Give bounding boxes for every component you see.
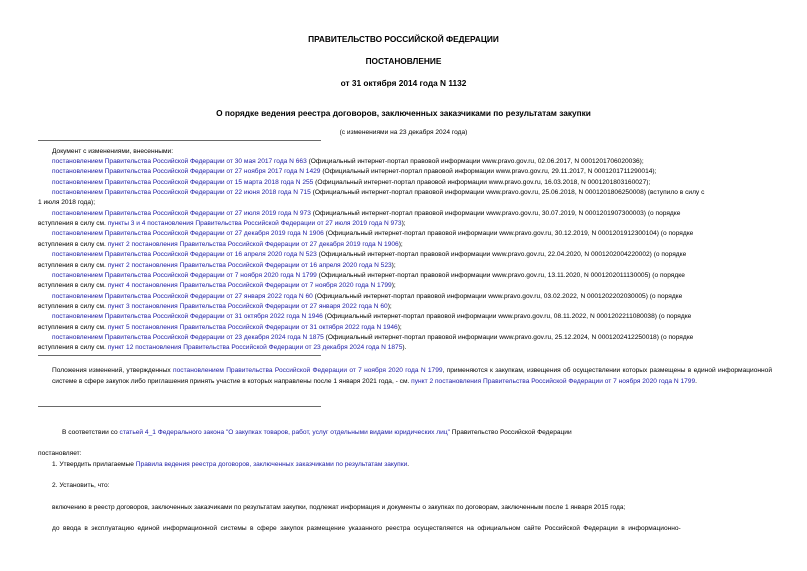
amendment-source: (Официальный интернет-портал правовой информации www.pravo.gov.ru, 13.11.2020, N 0001202011130005) (о порядке	[316, 271, 685, 279]
amendment-source: (Официальный интернет-портал правовой информации www.pravo.gov.ru, 03.02.2022, N 0001202202030005) (о порядке	[312, 292, 683, 300]
amendment-source: (Официальный интернет-портал правовой информации www.pravo.gov.ru, 16.03.2018, N 0001201803160027);	[313, 178, 651, 186]
amendment-item-continuation	[38, 343, 406, 354]
document-title: О порядке ведения реестра договоров, заключенных заказчиками по результатам закупки	[216, 108, 591, 118]
divider-bottom	[38, 406, 321, 407]
amendment-item	[52, 250, 686, 261]
continuation-end: );	[398, 240, 403, 248]
amendment-source: (Официальный интернет-портал правовой информации www.pravo.gov.ru, 25.12.2024, N 0001202412250018) (о порядке	[323, 333, 694, 341]
continuation-end: );	[391, 261, 396, 269]
continuation-text: вступления в силу см.	[38, 344, 108, 352]
item-2-clause-1: включению в реестр договоров, заключенных заказчиками по результатам закупки, подлежат информация и документы о закупках по договорам, заключенным после 1 января 2015 года;	[52, 504, 626, 511]
entry-into-force-link[interactable]: пункт 5 постановления Правительства Российской Федерации от 31 октября 2022 года N 1946	[107, 323, 398, 331]
amendment-item-continuation	[38, 198, 95, 209]
revision-note: (с изменениями на 23 декабря 2024 года)	[339, 129, 468, 136]
continuation-end: );	[387, 302, 392, 310]
amendment-link[interactable]: постановлением Правительства Российской Федерации от 27 ноября 2017 года N 1429	[52, 168, 321, 176]
continuation-text: вступления в силу см.	[38, 323, 108, 331]
continuation-end: ).	[402, 344, 407, 352]
amendment-item-continuation	[38, 261, 396, 272]
amendment-link[interactable]: постановлением Правительства Российской Федерации от 31 октября 2022 года N 1946	[52, 313, 323, 321]
entry-into-force-link[interactable]: пункт 2 постановления Правительства Российской Федерации от 27 декабря 2019 года N 1906	[107, 240, 399, 248]
continuation-text: вступления в силу см.	[38, 220, 108, 228]
amendment-item	[52, 292, 682, 303]
amendment-link[interactable]: постановлением Правительства Российской Федерации от 27 июля 2019 года N 973	[52, 209, 311, 217]
decree-word: постановляет:	[38, 450, 82, 457]
divider-middle	[38, 355, 321, 356]
amendment-source: (Официальный интернет-портал правовой информации www.pravo.gov.ru, 25.06.2018, N 0001201806250008) (вступило в силу с	[310, 189, 705, 197]
amendment-source: (Официальный интернет-портал правовой информации www.pravo.gov.ru, 02.06.2017, N 0001201706020036);	[306, 158, 644, 165]
note-link-decree-1799[interactable]: постановлением Правительства Российской Федерации от 7 ноября 2020 года N 1799	[173, 367, 443, 374]
amendment-item-continuation	[38, 302, 392, 313]
basis-text-post: Правительство Российской Федерации	[449, 429, 572, 436]
amendment-link[interactable]: постановлением Правительства Российской Федерации от 15 марта 2018 года N 255	[52, 178, 314, 186]
note-text-1: Положения изменений, утвержденных	[52, 367, 174, 374]
amendment-link[interactable]: постановлением Правительства Российской Федерации от 23 декабря 2024 года N 1875	[52, 333, 324, 341]
amendment-item	[52, 312, 691, 323]
amendment-item	[52, 167, 656, 178]
entry-into-force-link[interactable]: пункт 12 постановления Правительства Российской Федерации от 23 декабря 2024 года N 1875	[107, 344, 403, 352]
amendment-link[interactable]: постановлением Правительства Российской Федерации от 30 мая 2017 года N 663	[52, 158, 307, 165]
amendment-item	[52, 188, 704, 199]
legal-basis	[62, 428, 572, 439]
continuation-text: 1 июля 2018 года);	[38, 199, 96, 207]
amendment-item-continuation	[38, 240, 403, 251]
amendment-link[interactable]: постановлением Правительства Российской Федерации от 27 января 2022 года N 60	[52, 292, 313, 300]
item-2-clause-2: до ввода в эксплуатацию единой информационной системы в сфере закупок размещение указанного реестра осуществляется на официальном сайте Российской Федерации в информационно-	[52, 525, 681, 532]
note-text-2: , применяются к закупкам, извещения об осуществлении которых размещены в единой информационной системе в сфере закупок либо приглашения принять участие в которых направлены после 1 января 2021 года, - см.	[52, 367, 773, 385]
continuation-text: вступления в силу см.	[38, 240, 108, 248]
amendment-item-continuation	[38, 281, 396, 292]
continuation-end: );	[391, 282, 396, 290]
entry-into-force-link[interactable]: пункт 4 постановления Правительства Российской Федерации от 7 ноября 2020 года N 1799	[107, 282, 392, 290]
government-heading: ПРАВИТЕЛЬСТВО РОССИЙСКОЙ ФЕДЕРАЦИИ	[308, 34, 499, 44]
amendment-source: (Официальный интернет-портал правовой информации www.pravo.gov.ru, 08.11.2022, N 0001202211080038) (о порядке	[322, 313, 692, 321]
amendment-link[interactable]: постановлением Правительства Российской Федерации от 7 ноября 2020 года N 1799	[52, 271, 317, 279]
amendment-item-continuation	[38, 219, 406, 230]
amendments-intro: Документ с изменениями, внесенными:	[52, 148, 174, 155]
amendment-item	[52, 209, 680, 220]
item-1-text: 1. Утвердить прилагаемые	[52, 461, 136, 468]
continuation-text: вступления в силу см.	[38, 261, 108, 269]
continuation-end: );	[397, 323, 402, 331]
document-date-number: от 31 октября 2014 года N 1132	[340, 78, 467, 88]
amendment-item	[52, 157, 644, 168]
entry-into-force-link[interactable]: пункт 3 постановления Правительства Российской Федерации от 27 января 2022 года N 60	[107, 302, 388, 310]
item-1	[52, 460, 409, 471]
amendment-link[interactable]: постановлением Правительства Российской Федерации от 22 июня 2018 года N 715	[52, 189, 311, 197]
amendment-source: (Официальный интернет-портал правовой информации www.pravo.gov.ru, 22.04.2020, N 0001202004220002) (о порядке	[316, 251, 687, 259]
law-article-link[interactable]: статьей 4_1 Федерального закона "О закупках товаров, работ, услуг отдельными видами юридических лиц"	[119, 429, 450, 436]
continuation-text: вступления в силу см.	[38, 302, 108, 310]
continuation-end: );	[401, 220, 406, 228]
document-type: ПОСТАНОВЛЕНИЕ	[365, 56, 442, 66]
note-link-item-2[interactable]: пункт 2 постановления Правительства Российской Федерации от 7 ноября 2020 года N 1799	[411, 377, 696, 385]
rules-link[interactable]: Правила ведения реестра договоров, заключенных заказчиками по результатам закупки	[135, 461, 408, 468]
amendment-link[interactable]: постановлением Правительства Российской Федерации от 27 декабря 2019 года N 1906	[52, 230, 324, 238]
amendment-source: (Официальный интернет-портал правовой информации www.pravo.gov.ru, 29.11.2017, N 0001201711290014);	[320, 168, 657, 176]
amendment-note	[52, 366, 772, 387]
item-1-end: .	[407, 461, 410, 468]
divider-top	[38, 140, 321, 141]
entry-into-force-link[interactable]: пункт 2 постановления Правительства Российской Федерации от 16 апреля 2020 года N 523	[107, 261, 392, 269]
item-2: 2. Установить, что:	[52, 482, 110, 489]
note-text-3: .	[695, 377, 697, 385]
amendment-item	[52, 178, 650, 189]
continuation-text: вступления в силу см.	[38, 282, 108, 290]
amendment-source: (Официальный интернет-портал правовой информации www.pravo.gov.ru, 30.07.2019, N 0001201907300003) (о порядке	[310, 209, 681, 217]
amendment-item	[52, 271, 685, 282]
amendment-source: (Официальный интернет-портал правовой информации www.pravo.gov.ru, 30.12.2019, N 0001201912300104) (о порядке	[323, 230, 694, 238]
basis-text-pre: В соответствии со	[62, 429, 120, 436]
amendment-link[interactable]: постановлением Правительства Российской Федерации от 16 апреля 2020 года N 523	[52, 251, 317, 259]
amendment-item	[52, 333, 693, 344]
entry-into-force-link[interactable]: пункты 3 и 4 постановления Правительства Российской Федерации от 27 июля 2019 года N 973	[107, 220, 402, 228]
amendment-item	[52, 229, 693, 240]
amendment-item-continuation	[38, 323, 402, 334]
